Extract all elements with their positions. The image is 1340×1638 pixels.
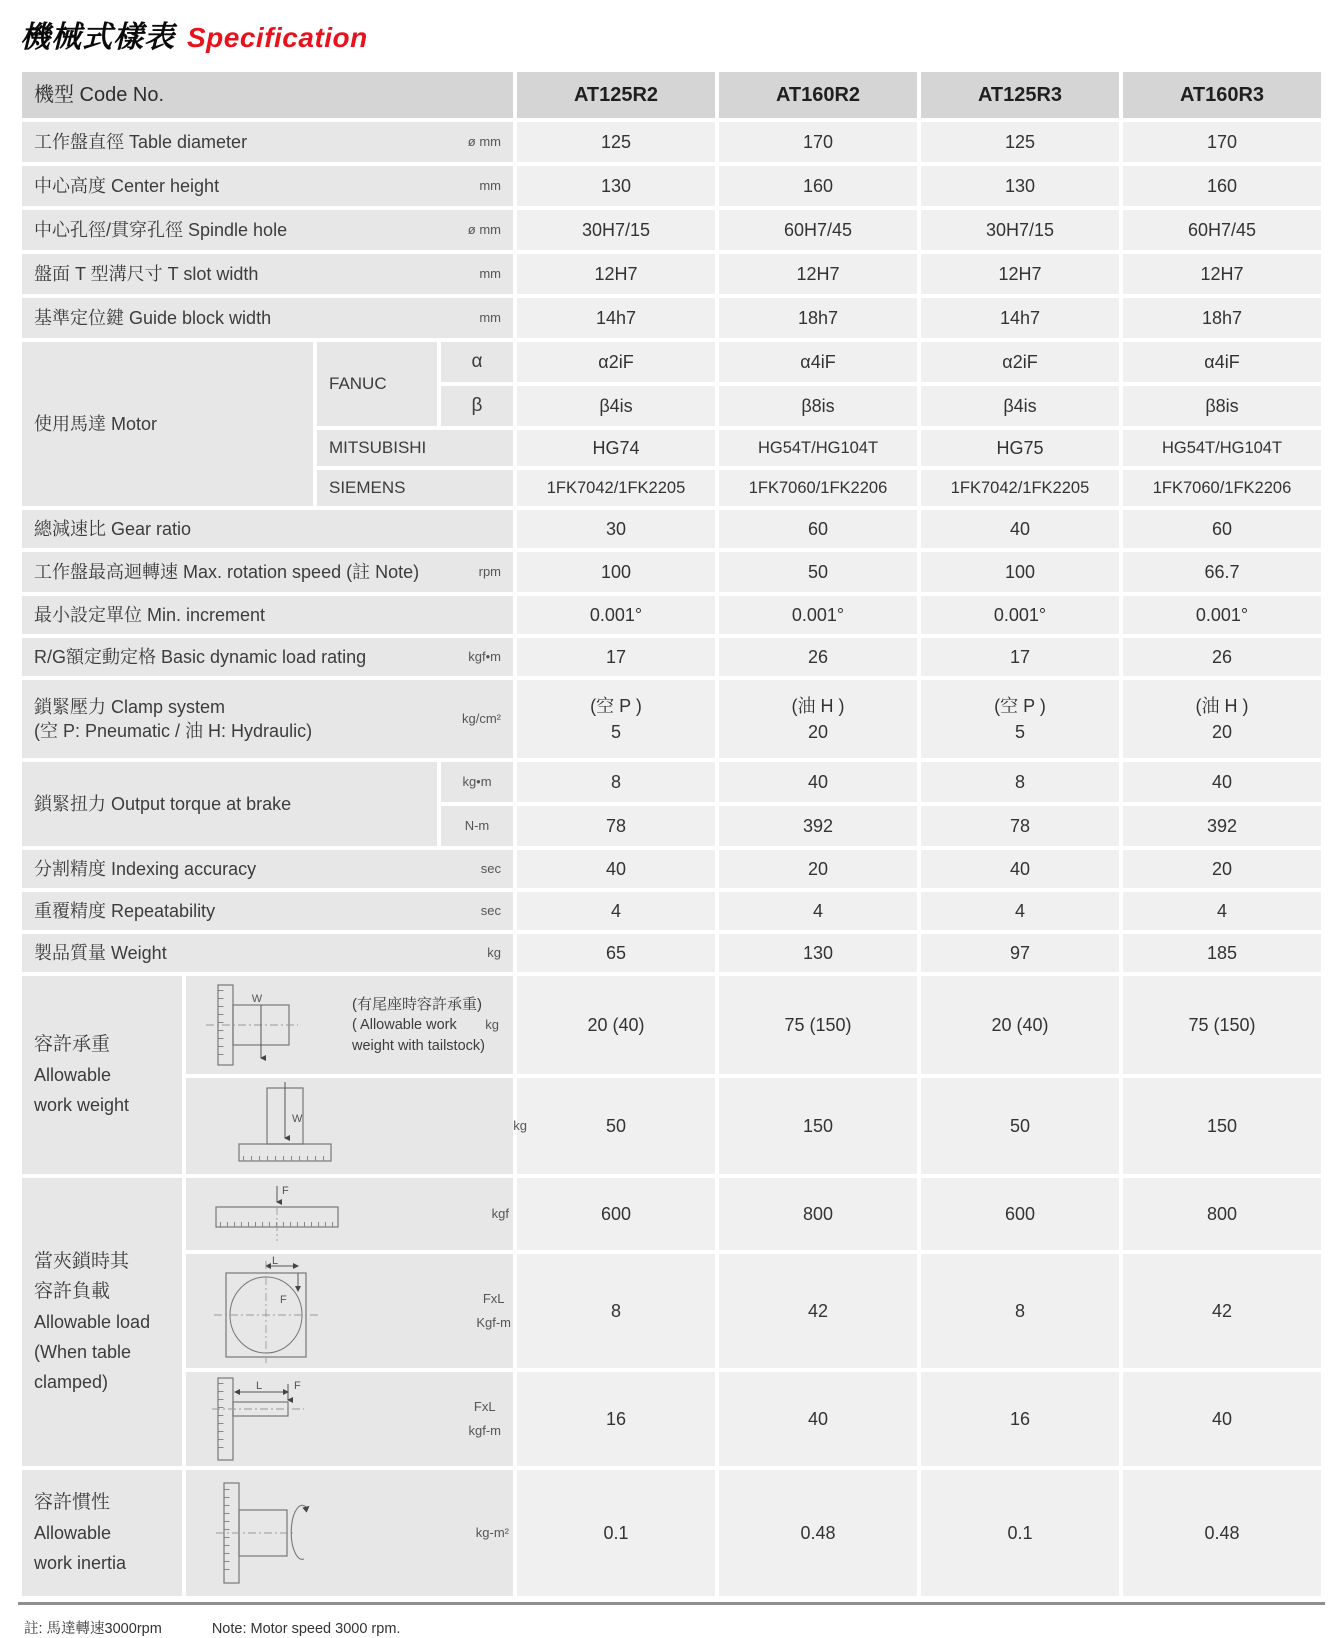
row-unit: mm: [479, 177, 501, 193]
value-cell: 75 (150): [719, 976, 917, 1074]
row-t-slot: [22, 254, 1321, 294]
clamped-load-axial-moment-diagram: [214, 1257, 318, 1365]
row-unit: kg: [487, 944, 501, 960]
value-cell: 30H7/15: [517, 210, 715, 250]
value-cell: 130: [921, 166, 1119, 206]
value-cell: 170: [719, 122, 917, 162]
value-cell: 16: [517, 1372, 715, 1466]
value-cell: 150: [719, 1078, 917, 1174]
row-unit: mm: [479, 309, 501, 325]
model-header-at125r2: AT125R2: [517, 72, 715, 118]
row-max-speed: [22, 552, 1321, 592]
row-label-clamp: 鎖緊壓力 Clamp system (空 P: Pneumatic / 油 H: Hydraulic): [34, 697, 313, 741]
row-unit: sec: [480, 902, 501, 918]
value-cell: 392: [719, 806, 917, 846]
value-cell: 100: [921, 552, 1119, 592]
value-cell: 18h7: [1123, 298, 1321, 338]
row-indexing-accuracy: [22, 850, 1321, 888]
row-torque-kgm: [22, 762, 1321, 802]
value-cell: 40: [921, 510, 1119, 548]
value-cell: 40: [517, 850, 715, 888]
value-cell: 14h7: [921, 298, 1119, 338]
value-cell: 392: [1123, 806, 1321, 846]
value-cell: 60H7/45: [1123, 210, 1321, 250]
work-weight-horizontal-diagram: [198, 980, 338, 1070]
value-cell: 185: [1123, 934, 1321, 972]
header-row: [22, 72, 1321, 118]
value-cell: 8: [517, 762, 715, 802]
value-cell: 20 (40): [517, 976, 715, 1074]
value-cell: 20: [1123, 850, 1321, 888]
row-load-rating: [22, 638, 1321, 676]
clamped-load-thrust-diagram: [208, 1183, 348, 1245]
motor-series-alpha: α: [441, 342, 513, 382]
title-zh: 機械式樣表: [20, 21, 175, 54]
footnote: [24, 1617, 1340, 1638]
value-cell: 18h7: [719, 298, 917, 338]
value-cell: 26: [719, 638, 917, 676]
row-label-torque: 鎖緊扭力 Output torque at brake: [22, 762, 437, 846]
row-unit: FxL kgf-m: [468, 1398, 501, 1438]
value-cell: 8: [517, 1254, 715, 1368]
brand-mitsubishi: MITSUBISHI: [317, 430, 513, 466]
svg-text:W: W: [292, 1113, 303, 1125]
value-cell: 4: [921, 892, 1119, 930]
motor-series-beta: β: [441, 386, 513, 426]
value-cell: 1FK7042/1FK2205: [517, 470, 715, 506]
value-cell: 78: [517, 806, 715, 846]
value-cell: 17: [517, 638, 715, 676]
svg-text:F: F: [282, 1185, 289, 1197]
row-unit: sec: [480, 860, 501, 876]
row-table-diameter: [22, 122, 1321, 162]
row-unit: rpm: [478, 563, 501, 579]
row-repeatability: [22, 892, 1321, 930]
value-cell: 60: [1123, 510, 1321, 548]
table-bottom-rule: [18, 1602, 1325, 1605]
row-unit: kg/cm²: [462, 710, 501, 726]
value-cell: 30: [517, 510, 715, 548]
title-en: Specification: [187, 22, 368, 53]
row-unit: kgf: [491, 1205, 509, 1221]
footnote-zh: 註: 馬達轉速3000rpm: [24, 1621, 162, 1637]
value-cell: 1FK7042/1FK2205: [921, 470, 1119, 506]
row-unit: kg•m: [441, 762, 513, 802]
value-cell: (空 P ) 5: [921, 680, 1119, 758]
value-cell: α4iF: [1123, 342, 1321, 382]
row-unit: kg-m²: [475, 1524, 509, 1540]
value-cell: 12H7: [921, 254, 1119, 294]
value-cell: 0.001°: [921, 596, 1119, 634]
row-label: R/G額定動定格 Basic dynamic load rating: [34, 646, 367, 667]
svg-text:W: W: [251, 993, 263, 1005]
value-cell: HG54T/HG104T: [1123, 430, 1321, 466]
row-work-weight-tailstock: [22, 976, 1321, 1074]
svg-text:L: L: [272, 1255, 279, 1267]
value-cell: (油 H ) 20: [719, 680, 917, 758]
value-cell: 14h7: [517, 298, 715, 338]
row-label: 工作盤直徑 Table diameter: [34, 131, 248, 152]
value-cell: 0.001°: [1123, 596, 1321, 634]
value-cell: 20 (40): [921, 976, 1119, 1074]
value-cell: 16: [921, 1372, 1119, 1466]
row-unit: ø mm: [467, 133, 501, 149]
row-label: 總減速比 Gear ratio: [34, 518, 192, 539]
brand-fanuc: FANUC: [317, 342, 437, 426]
code-no-header: 機型 Code No.: [22, 72, 513, 118]
value-cell: 60: [719, 510, 917, 548]
value-cell: 600: [921, 1178, 1119, 1250]
svg-text:L: L: [256, 1380, 263, 1392]
value-cell: 12H7: [517, 254, 715, 294]
work-inertia-diagram: [208, 1477, 328, 1589]
tailstock-note: (有尾座時容許承重) ( Allowable work weight with tailstock): [352, 995, 485, 1054]
row-label: 分割精度 Indexing accuracy: [34, 858, 257, 879]
value-cell: β8is: [1123, 386, 1321, 426]
value-cell: (油 H ) 20: [1123, 680, 1321, 758]
value-cell: 0.001°: [719, 596, 917, 634]
row-label: 中心孔徑/貫穿孔徑 Spindle hole: [34, 219, 288, 240]
row-label-work-weight: 容許承重 Allowable work weight: [22, 976, 182, 1174]
value-cell: 50: [517, 1078, 715, 1174]
value-cell: 17: [921, 638, 1119, 676]
value-cell: HG74: [517, 430, 715, 466]
value-cell: 8: [921, 1254, 1119, 1368]
value-cell: 0.001°: [517, 596, 715, 634]
row-clamped-load-thrust: [22, 1178, 1321, 1250]
value-cell: 50: [921, 1078, 1119, 1174]
row-label-inertia: 容許慣性 Allowable work inertia: [22, 1470, 182, 1596]
row-label: 最小設定單位 Min. increment: [34, 604, 266, 625]
row-work-weight-vertical: [22, 1078, 1321, 1174]
brand-siemens: SIEMENS: [317, 470, 513, 506]
row-label-motor: 使用馬達 Motor: [22, 342, 313, 506]
value-cell: 0.48: [1123, 1470, 1321, 1596]
value-cell: 800: [1123, 1178, 1321, 1250]
value-cell: 12H7: [1123, 254, 1321, 294]
value-cell: 150: [1123, 1078, 1321, 1174]
value-cell: 4: [719, 892, 917, 930]
value-cell: 4: [1123, 892, 1321, 930]
value-cell: 40: [1123, 762, 1321, 802]
value-cell: α2iF: [517, 342, 715, 382]
row-unit: FxL Kgf-m: [476, 1290, 511, 1330]
value-cell: 40: [719, 762, 917, 802]
value-cell: 0.1: [517, 1470, 715, 1596]
row-guide-block: [22, 298, 1321, 338]
value-cell: β4is: [921, 386, 1119, 426]
value-cell: 50: [719, 552, 917, 592]
value-cell: β4is: [517, 386, 715, 426]
value-cell: HG75: [921, 430, 1119, 466]
value-cell: 130: [517, 166, 715, 206]
page-title: [20, 12, 1340, 58]
row-unit: N-m: [441, 806, 513, 846]
row-center-height: [22, 166, 1321, 206]
value-cell: 20: [719, 850, 917, 888]
row-label: 製品質量 Weight: [34, 942, 167, 963]
value-cell: 0.48: [719, 1470, 917, 1596]
row-label: 重覆精度 Repeatability: [34, 900, 216, 921]
value-cell: 100: [517, 552, 715, 592]
row-label: 中心高度 Center height: [34, 175, 220, 196]
value-cell: 60H7/45: [719, 210, 917, 250]
model-header-at160r3: AT160R3: [1123, 72, 1321, 118]
value-cell: 65: [517, 934, 715, 972]
value-cell: 66.7: [1123, 552, 1321, 592]
value-cell: 125: [517, 122, 715, 162]
spec-table: [18, 68, 1325, 1600]
value-cell: 26: [1123, 638, 1321, 676]
value-cell: 40: [1123, 1372, 1321, 1466]
value-cell: 40: [921, 850, 1119, 888]
row-clamped-load-radial-moment: [22, 1372, 1321, 1466]
row-weight: [22, 934, 1321, 972]
row-unit: kg: [513, 1117, 527, 1133]
row-unit: ø mm: [467, 221, 501, 237]
svg-text:F: F: [294, 1380, 301, 1392]
value-cell: α4iF: [719, 342, 917, 382]
value-cell: α2iF: [921, 342, 1119, 382]
row-spindle-hole: [22, 210, 1321, 250]
value-cell: 8: [921, 762, 1119, 802]
value-cell: HG54T/HG104T: [719, 430, 917, 466]
value-cell: 40: [719, 1372, 917, 1466]
row-label-clamped-load: 當夾鎖時其 容許負載 Allowable load (When table clamped): [22, 1178, 182, 1466]
svg-text:F: F: [280, 1294, 287, 1306]
value-cell: 42: [719, 1254, 917, 1368]
value-cell: β8is: [719, 386, 917, 426]
value-cell: 170: [1123, 122, 1321, 162]
value-cell: 600: [517, 1178, 715, 1250]
value-cell: 125: [921, 122, 1119, 162]
value-cell: 42: [1123, 1254, 1321, 1368]
value-cell: 1FK7060/1FK2206: [719, 470, 917, 506]
row-min-increment: [22, 596, 1321, 634]
row-unit: kg: [485, 1016, 499, 1032]
row-clamped-load-axial-moment: [22, 1254, 1321, 1368]
row-gear-ratio: [22, 510, 1321, 548]
value-cell: (空 P ) 5: [517, 680, 715, 758]
model-header-at125r3: AT125R3: [921, 72, 1119, 118]
model-header-at160r2: AT160R2: [719, 72, 917, 118]
row-label: 工作盤最高迴轉速 Max. rotation speed (註 Note): [34, 561, 420, 582]
value-cell: 1FK7060/1FK2206: [1123, 470, 1321, 506]
row-motor-fanuc-alpha: [22, 342, 1321, 382]
work-weight-vertical-diagram: [226, 1080, 344, 1172]
value-cell: 30H7/15: [921, 210, 1119, 250]
value-cell: 78: [921, 806, 1119, 846]
clamped-load-radial-moment-diagram: [204, 1374, 334, 1464]
value-cell: 160: [1123, 166, 1321, 206]
value-cell: 4: [517, 892, 715, 930]
row-unit: mm: [479, 265, 501, 281]
value-cell: 800: [719, 1178, 917, 1250]
footnote-en: Note: Motor speed 3000 rpm.: [211, 1621, 401, 1637]
value-cell: 97: [921, 934, 1119, 972]
row-label: 盤面 T 型溝尺寸 T slot width: [34, 263, 259, 284]
value-cell: 0.1: [921, 1470, 1119, 1596]
row-clamp-system: [22, 680, 1321, 758]
row-label: 基準定位鍵 Guide block width: [34, 307, 272, 328]
value-cell: 75 (150): [1123, 976, 1321, 1074]
value-cell: 12H7: [719, 254, 917, 294]
row-work-inertia: [22, 1470, 1321, 1596]
row-unit: kgf•m: [468, 648, 501, 664]
value-cell: 160: [719, 166, 917, 206]
value-cell: 130: [719, 934, 917, 972]
